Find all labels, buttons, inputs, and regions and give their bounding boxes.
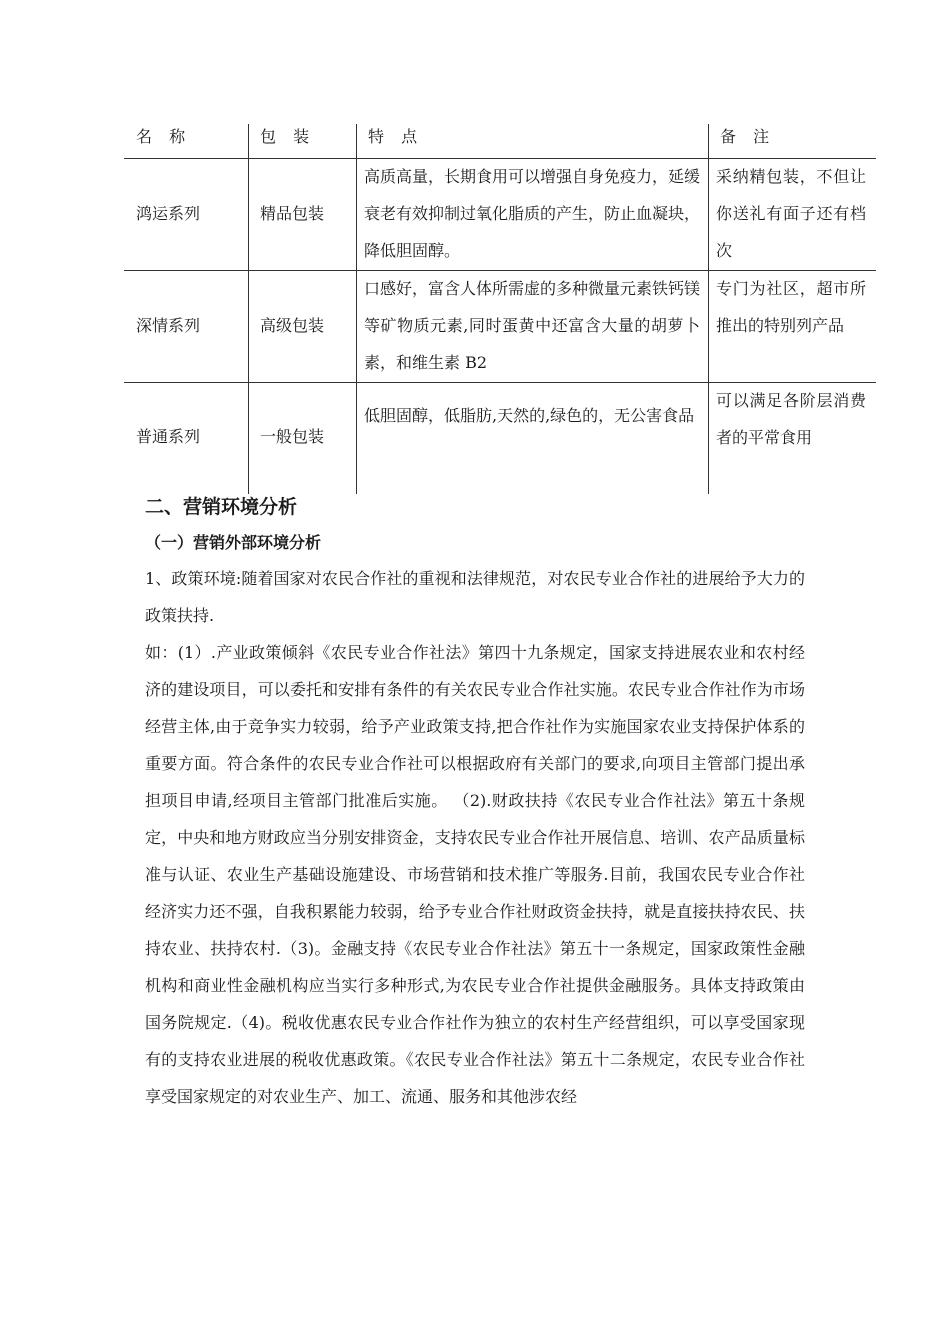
header-features: 特 点 (368, 127, 424, 146)
header-name: 名 称 (136, 127, 192, 146)
table-cell-packaging: 精品包装 (260, 204, 325, 223)
paragraph-policy-details: 如：(1）.产业政策倾斜《农民专业合作社法》第四十九条规定，国家支持进展农业和农村经济的建设项目，可以委托和安排有条件的有关农民专业合作社实施。农民专业合作社作为市场经营主体,由于竞争实力较弱，给予产业政策支持,把合作社作为实施国家农业支持保护体系的重要方面。符合条件的农民专业合作社可以根据政府有关部门的要求,向项目主管部门提出承担项目申请,经项目主管部门批准后实施。 （2).财政扶持《农民专业合作社法》第五十条规定，中央和地方财政应当分别安排资金，支持农民专业合作社开展信息、培训、农产品质量标准与认证、农业生产基础设施建设、市场营销和技术推广等服务.目前，我国农民专业合作社经济实力还不强，自我积累能力较弱，给予专业合作社财政资金扶持，就是直接扶持农民、扶持农业、扶持农村.（3)。金融支持《农民专业合作社法》第五十一条规定，国家政策性金融机构和商业性金融机构应当实行多种形式,为农民专业合作社提供金融服务。具体支持政策由国务院规定.（4)。税收优惠农民专业合作社作为独立的农村生产经营组织，可以享受国家现有的支持农业进展的税收优惠政策。《农民专业合作社法》第五十二条规定，农民专业合作社享受国家规定的对农业生产、加工、流通、服务和其他涉农经 (145, 643, 805, 1106)
table-cell-remarks: 可以满足各阶层消费者的平常食用 (716, 391, 866, 447)
table-cell-packaging: 一般包装 (260, 427, 325, 446)
table-column-rule (356, 124, 357, 494)
table-cell-features: 口感好，富含人体所需虚的多种微量元素铁钙镁等矿物质元素,同时蛋黄中还富含大量的胡萝卜素，和维生素 B2 (364, 279, 701, 372)
table-cell-remarks: 专门为社区，超市所推出的特别列产品 (716, 279, 866, 335)
table-column-rule (708, 124, 709, 494)
table-cell-remarks: 采纳精包装，不但让你送礼有面子还有档次 (716, 167, 866, 260)
header-packaging: 包 装 (260, 127, 316, 146)
table-cell-name: 深情系列 (136, 316, 201, 335)
table-cell-packaging: 高级包装 (260, 316, 325, 335)
subsection-title: （一）营销外部环境分析 (145, 533, 322, 552)
table-cell-features: 低胆固醇，低脂肪,天然的,绿色的，无公害食品 (364, 406, 695, 425)
paragraph-policy-environment: 1、政策环境:随着国家对农民合作社的重视和法律规范，对农民专业合作社的进展给予大力的政策扶持. (145, 569, 805, 625)
table-cell-name: 鸿运系列 (136, 204, 201, 223)
section-title: 二、营销环境分析 (145, 496, 298, 518)
header-remarks: 备 注 (720, 127, 776, 146)
table-cell-features: 高质高量，长期食用可以增强自身免疫力，延缓衰老有效抑制过氧化脂质的产生，防止血凝块，降低胆固醇。 (364, 167, 701, 260)
table-column-rule (248, 124, 249, 494)
table-cell-name: 普通系列 (136, 427, 201, 446)
